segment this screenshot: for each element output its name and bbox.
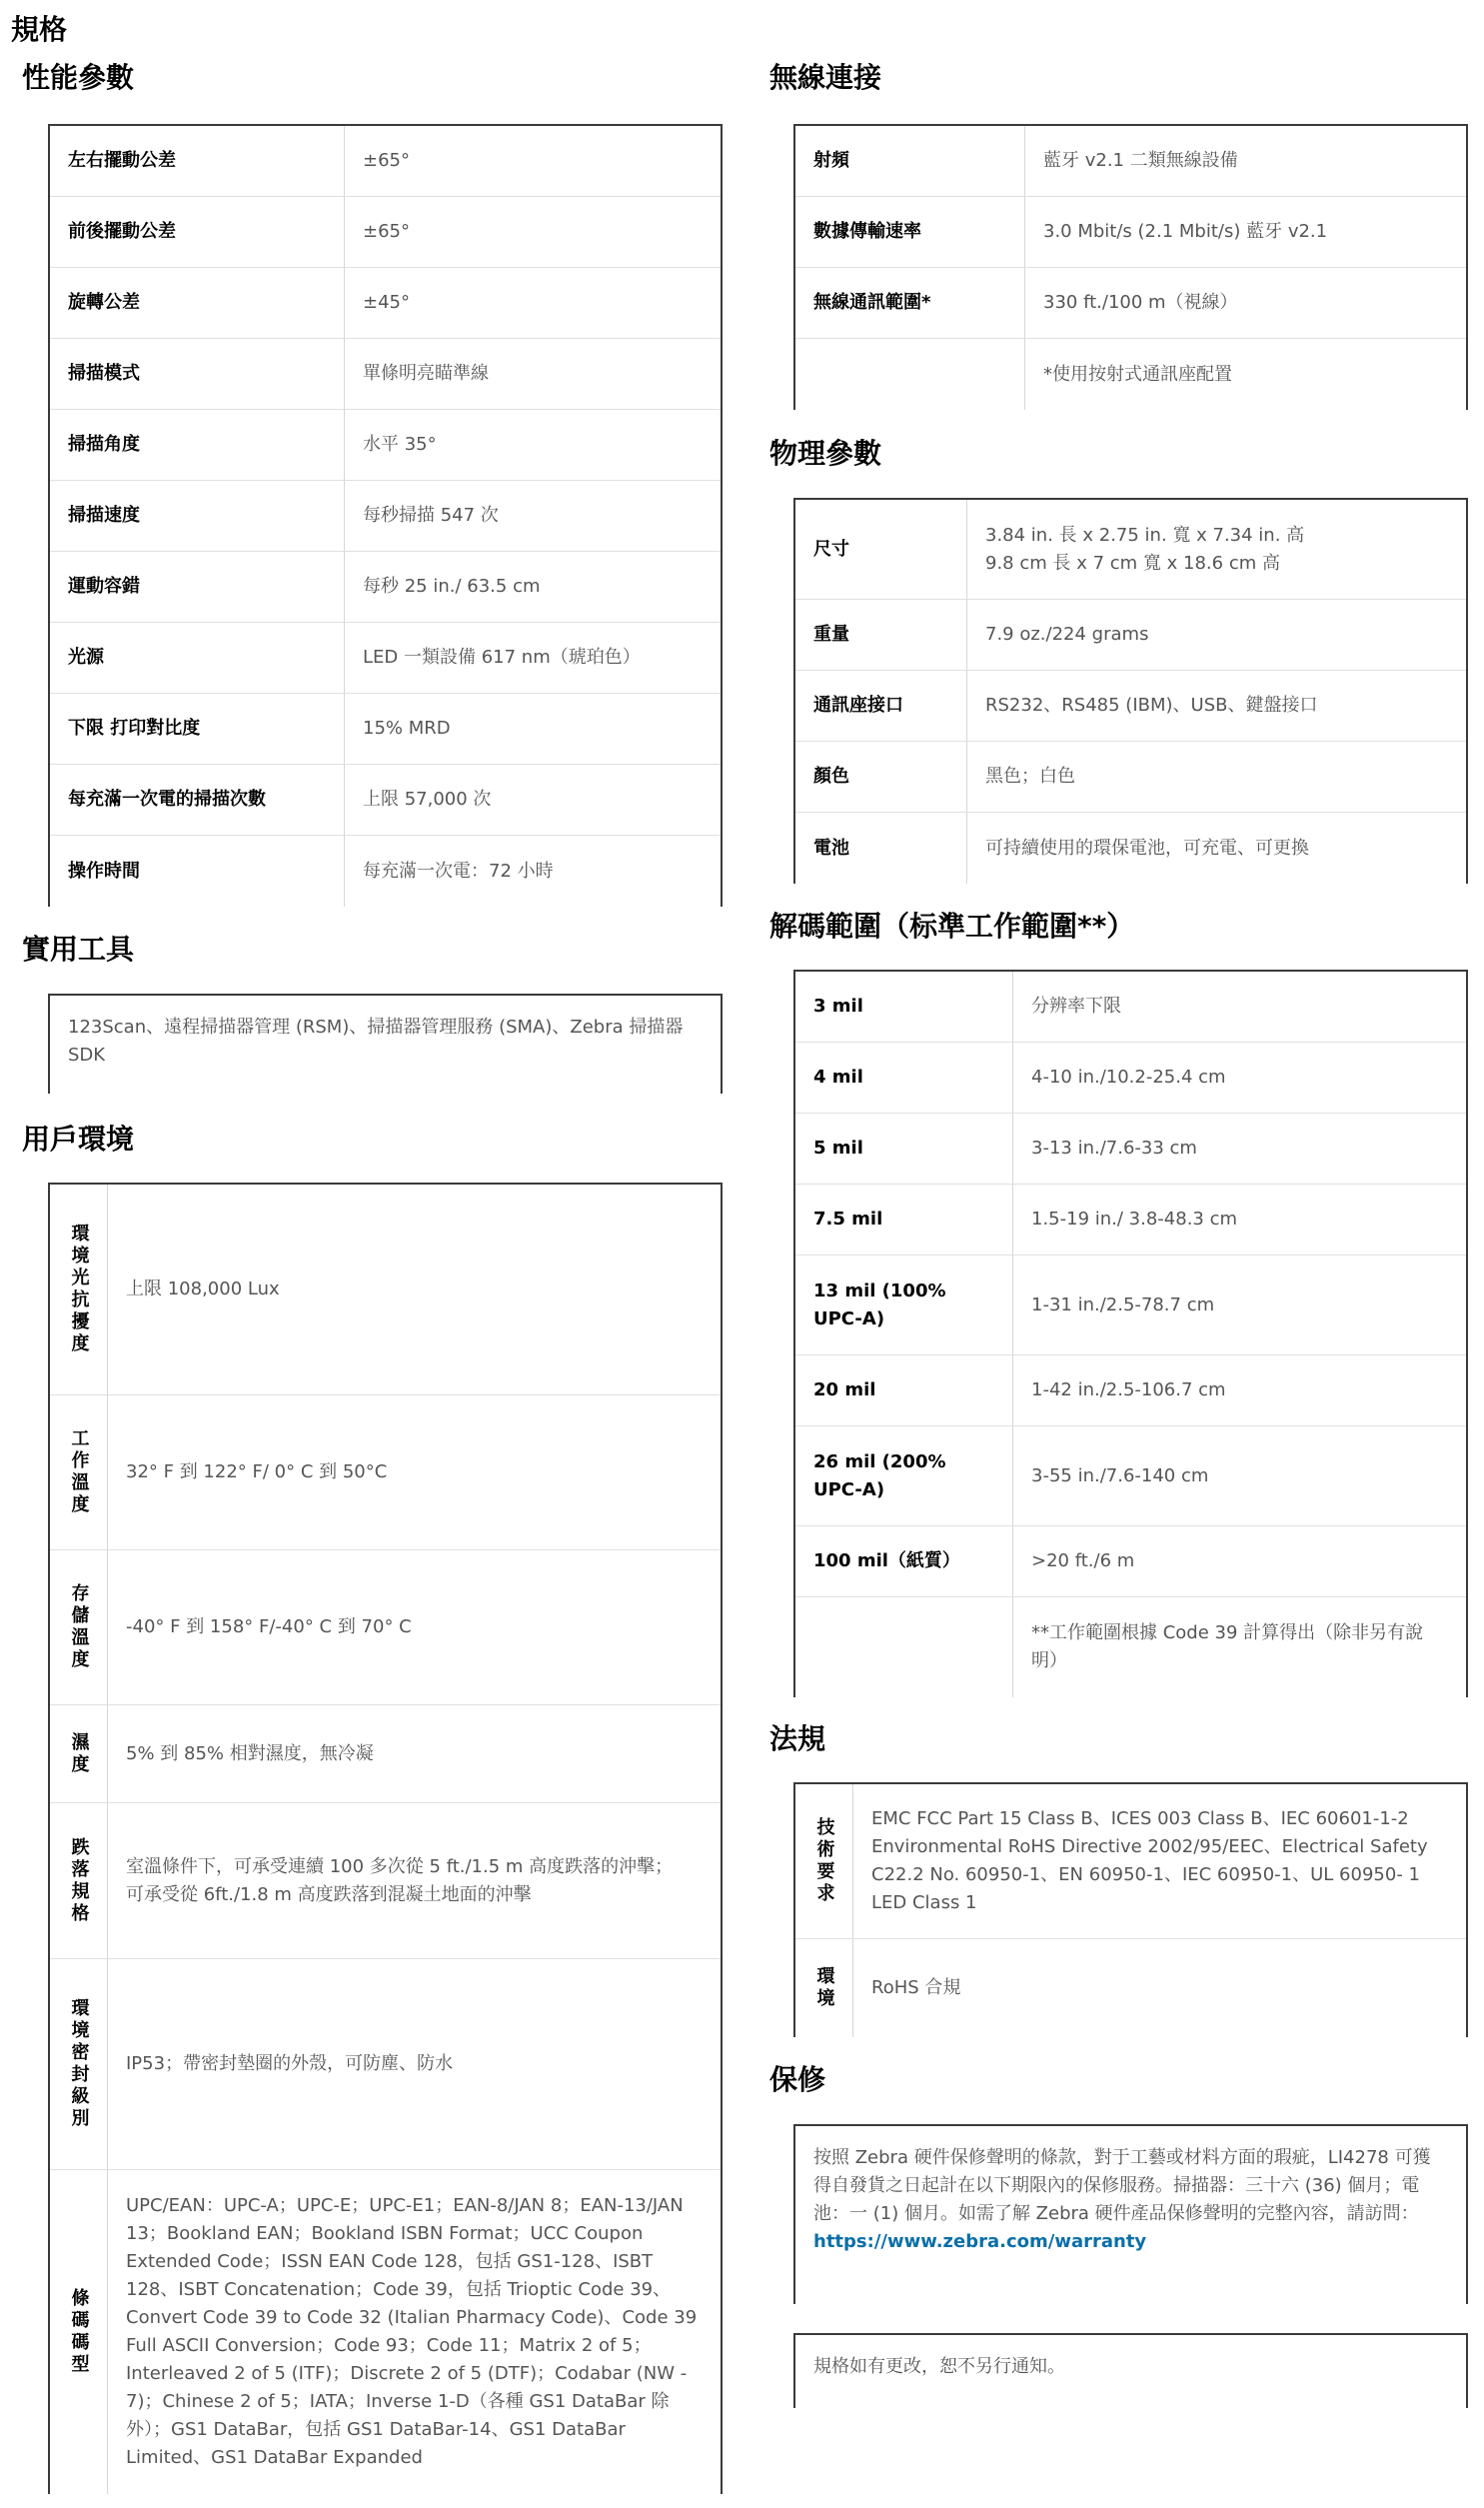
row-value: 3.0 Mbit/s (2.1 Mbit/s) 藍牙 v2.1	[1043, 221, 1328, 242]
table-row	[50, 339, 721, 410]
row-label	[795, 1597, 1013, 1697]
row-value: 黑色；白色	[985, 766, 1075, 787]
row-label: 20 mil	[795, 1355, 1013, 1425]
row-value: 3-13 in./7.6-33 cm	[1031, 1138, 1197, 1159]
row-label: 光源	[50, 623, 345, 693]
row-value: IP53；帶密封墊圈的外殼，可防塵、防水	[126, 2053, 454, 2074]
table-row	[795, 500, 1466, 600]
table-row	[795, 1597, 1466, 1697]
row-value: 每充滿一次電：72 小時	[363, 860, 554, 882]
row-label: 存儲溫度	[50, 1550, 108, 1704]
warranty-title: 保修	[769, 2063, 826, 2096]
table-row	[50, 836, 721, 907]
table-row	[50, 623, 721, 694]
table-row	[795, 126, 1466, 197]
table-row	[795, 813, 1466, 884]
row-label: 環境	[795, 1939, 853, 2037]
table-row	[795, 1114, 1466, 1185]
row-value: UPC/EAN：UPC-A；UPC-E；UPC-E1；EAN-8/JAN 8；EAN-13/JAN 13；Bookland EAN；Bookland ISBN Format；UCC Coupon Extended Code；ISSN EAN Code 128，包括 GS1-128、ISBT 128、ISBT Concatenation；Code 39，包括 Trioptic Code 39、Convert Code 39 to Code 32 (Italian Pharmacy Code)、Code 39 Full ASCII Conversion；Code 93；Code 11；Matrix 2 of 5；Interleaved 2 of 5 (ITF)；Discrete 2 of 5 (DTF)；Codabar (NW - 7)；Chinese 2 of 5；IATA；Inverse 1-D（各種 GS1 DataBar 除外）；GS1 DataBar，包括 GS1 DataBar-14、GS1 DataBar Limited、GS1 DataBar Expanded	[126, 2195, 698, 2468]
table-row	[50, 1959, 721, 2170]
table-row	[795, 1255, 1466, 1355]
table-row	[50, 765, 721, 836]
row-value: 單條明亮瞄準線	[363, 363, 489, 384]
table-row	[795, 1939, 1466, 2037]
row-value: 32° F 到 122° F/ 0° C 到 50°C	[126, 1461, 388, 1482]
row-label: 5 mil	[795, 1114, 1013, 1184]
user-env-table	[48, 1183, 723, 2494]
table-row	[795, 671, 1466, 742]
row-value: 1-42 in./2.5-106.7 cm	[1031, 1379, 1226, 1400]
row-label: 環境密封級別	[50, 1959, 108, 2169]
table-row	[795, 1426, 1466, 1526]
table-row	[50, 410, 721, 481]
table-row	[50, 1550, 721, 1705]
row-label: 旋轉公差	[50, 268, 345, 338]
user-env-title: 用戶環境	[22, 1123, 135, 1156]
row-label: 左右擺動公差	[50, 126, 345, 196]
row-label: 尺寸	[795, 500, 967, 599]
row-label: 7.5 mil	[795, 1185, 1013, 1254]
row-value: -40° F 到 158° F/-40° C 到 70° C	[126, 1616, 412, 1637]
row-label: 運動容錯	[50, 552, 345, 622]
row-value: 可持續使用的環保電池，可充電、可更換	[985, 837, 1309, 859]
table-row	[50, 126, 721, 197]
row-value: 水平 35°	[363, 434, 437, 455]
table-row	[795, 197, 1466, 268]
table-row	[50, 1395, 721, 1550]
row-value: RS232、RS485 (IBM)、USB、鍵盤接口	[985, 695, 1318, 716]
table-row	[50, 552, 721, 623]
row-value: EMC FCC Part 15 Class B、ICES 003 Class B、IEC 60601-1-2 Environmental RoHS Directive 2002/95/EEC、Electrical Safety C22.2 No. 60950-1、EN 60950-1、IEC 60950-1、UL 60950- 1 LED Class 1	[871, 1808, 1428, 1913]
table-row	[795, 1355, 1466, 1426]
row-value: 1.5-19 in./ 3.8-48.3 cm	[1031, 1209, 1238, 1230]
table-row	[795, 1043, 1466, 1114]
row-value: 3.84 in. 長 x 2.75 in. 寬 x 7.34 in. 高 9.8 cm 長 x 7 cm 寬 x 18.6 cm 高	[985, 524, 1305, 574]
row-label: 工作溫度	[50, 1395, 108, 1549]
table-row	[50, 481, 721, 552]
row-value: **工作範圍根據 Code 39 計算得出（除非另有說明）	[1031, 1622, 1424, 1671]
regulatory-table	[793, 1782, 1468, 2037]
row-value: 上限 57,000 次	[363, 789, 492, 810]
row-label: 跌落規格	[50, 1803, 108, 1958]
utilities-title: 實用工具	[22, 933, 135, 966]
decode-title: 解碼範圍（标準工作範圍**）	[769, 910, 1135, 943]
row-label: 掃描角度	[50, 410, 345, 480]
decode-table	[793, 970, 1468, 1697]
row-label: 100 mil（紙質）	[795, 1526, 1013, 1596]
performance-title: 性能參數	[22, 61, 135, 94]
row-value: RoHS 合規	[871, 1977, 961, 1998]
row-value: 15% MRD	[363, 718, 451, 739]
physical-title: 物理參數	[769, 437, 882, 470]
table-row	[795, 742, 1466, 813]
table-row	[50, 2170, 721, 2494]
row-label: 每充滿一次電的掃描次數	[50, 765, 345, 835]
row-label: 數據傳輸速率	[795, 197, 1025, 267]
row-value: *使用按射式通訊座配置	[1043, 363, 1232, 385]
warranty-box	[793, 2124, 1468, 2304]
row-value: LED 一類設備 617 nm（琥珀色）	[363, 647, 641, 668]
row-value: 330 ft./100 m（視線）	[1043, 292, 1238, 313]
table-row	[795, 1784, 1466, 1939]
table-row	[50, 694, 721, 765]
physical-table	[793, 498, 1468, 884]
table-row	[795, 600, 1466, 671]
table-row	[50, 1185, 721, 1395]
row-value: 上限 108,000 Lux	[126, 1278, 280, 1299]
table-row	[795, 1526, 1466, 1597]
row-value: >20 ft./6 m	[1031, 1550, 1135, 1571]
row-label: 操作時間	[50, 836, 345, 907]
row-value: ±45°	[363, 292, 410, 313]
row-label: 4 mil	[795, 1043, 1013, 1113]
row-label: 26 mil (200% UPC-A)	[795, 1426, 1013, 1525]
notice-box	[793, 2333, 1468, 2408]
row-label: 濕度	[50, 1705, 108, 1802]
warranty-text: 按照 Zebra 硬件保修聲明的條款，對于工藝或材料方面的瑕疵，LI4278 可獲得自發貨之日起計在以下期限內的保修服務。掃描器：三十六 (36) 個月；電池：一 (1) 個月。如需了解 Zebra 硬件產品保修聲明的完整內容，請訪問：	[813, 2147, 1431, 2224]
row-label: 無線通訊範圍*	[795, 268, 1025, 338]
utilities-box	[48, 994, 723, 1094]
row-label: 掃描模式	[50, 339, 345, 409]
table-row	[50, 268, 721, 339]
row-value: 3-55 in./7.6-140 cm	[1031, 1464, 1209, 1486]
table-row	[50, 197, 721, 268]
table-row	[795, 1185, 1466, 1255]
row-value: 1-31 in./2.5-78.7 cm	[1031, 1293, 1215, 1315]
wireless-title: 無線連接	[769, 61, 882, 94]
utilities-text: 123Scan、遠程掃描器管理 (RSM)、掃描器管理服務 (SMA)、Zebra 掃描器 SDK	[68, 1017, 684, 1066]
row-label: 技術要求	[795, 1784, 853, 1938]
row-label: 前後擺動公差	[50, 197, 345, 267]
notice-text: 規格如有更改，恕不另行通知。	[813, 2356, 1065, 2377]
wireless-table	[793, 124, 1468, 410]
row-value: 每秒 25 in./ 63.5 cm	[363, 576, 541, 597]
row-label: 條碼碼型	[50, 2170, 108, 2494]
table-row	[50, 1705, 721, 1803]
row-value: 室溫條件下，可承受連續 100 多次從 5 ft./1.5 m 高度跌落的沖擊； 可承受從 6ft./1.8 m 高度跌落到混凝土地面的沖擊	[126, 1855, 674, 1905]
row-label: 13 mil (100% UPC-A)	[795, 1255, 1013, 1354]
row-label: 下限 打印對比度	[50, 694, 345, 764]
row-label: 3 mil	[795, 972, 1013, 1042]
row-label	[795, 339, 1025, 410]
table-row	[795, 972, 1466, 1043]
row-label: 射頻	[795, 126, 1025, 196]
row-label: 顏色	[795, 742, 967, 812]
row-label: 通訊座接口	[795, 671, 967, 741]
warranty-link[interactable]: https://www.zebra.com/warranty	[813, 2231, 1147, 2252]
row-label: 掃描速度	[50, 481, 345, 551]
table-row	[795, 339, 1466, 410]
page-title: 規格	[11, 13, 68, 46]
table-row	[795, 268, 1466, 339]
row-label: 環境光抗擾度	[50, 1185, 108, 1394]
row-value: ±65°	[363, 150, 410, 171]
row-value: 4-10 in./10.2-25.4 cm	[1031, 1067, 1226, 1088]
row-value: 7.9 oz./224 grams	[985, 624, 1149, 645]
performance-table	[48, 124, 723, 907]
row-value: 分辨率下限	[1031, 996, 1121, 1017]
table-row	[50, 1803, 721, 1959]
row-value: ±65°	[363, 221, 410, 242]
row-value: 5% 到 85% 相對濕度，無冷凝	[126, 1742, 374, 1764]
row-value: 每秒掃描 547 次	[363, 505, 499, 526]
row-label: 電池	[795, 813, 967, 884]
row-label: 重量	[795, 600, 967, 670]
regulatory-title: 法規	[769, 1722, 826, 1755]
row-value: 藍牙 v2.1 二類無線設備	[1043, 150, 1238, 171]
